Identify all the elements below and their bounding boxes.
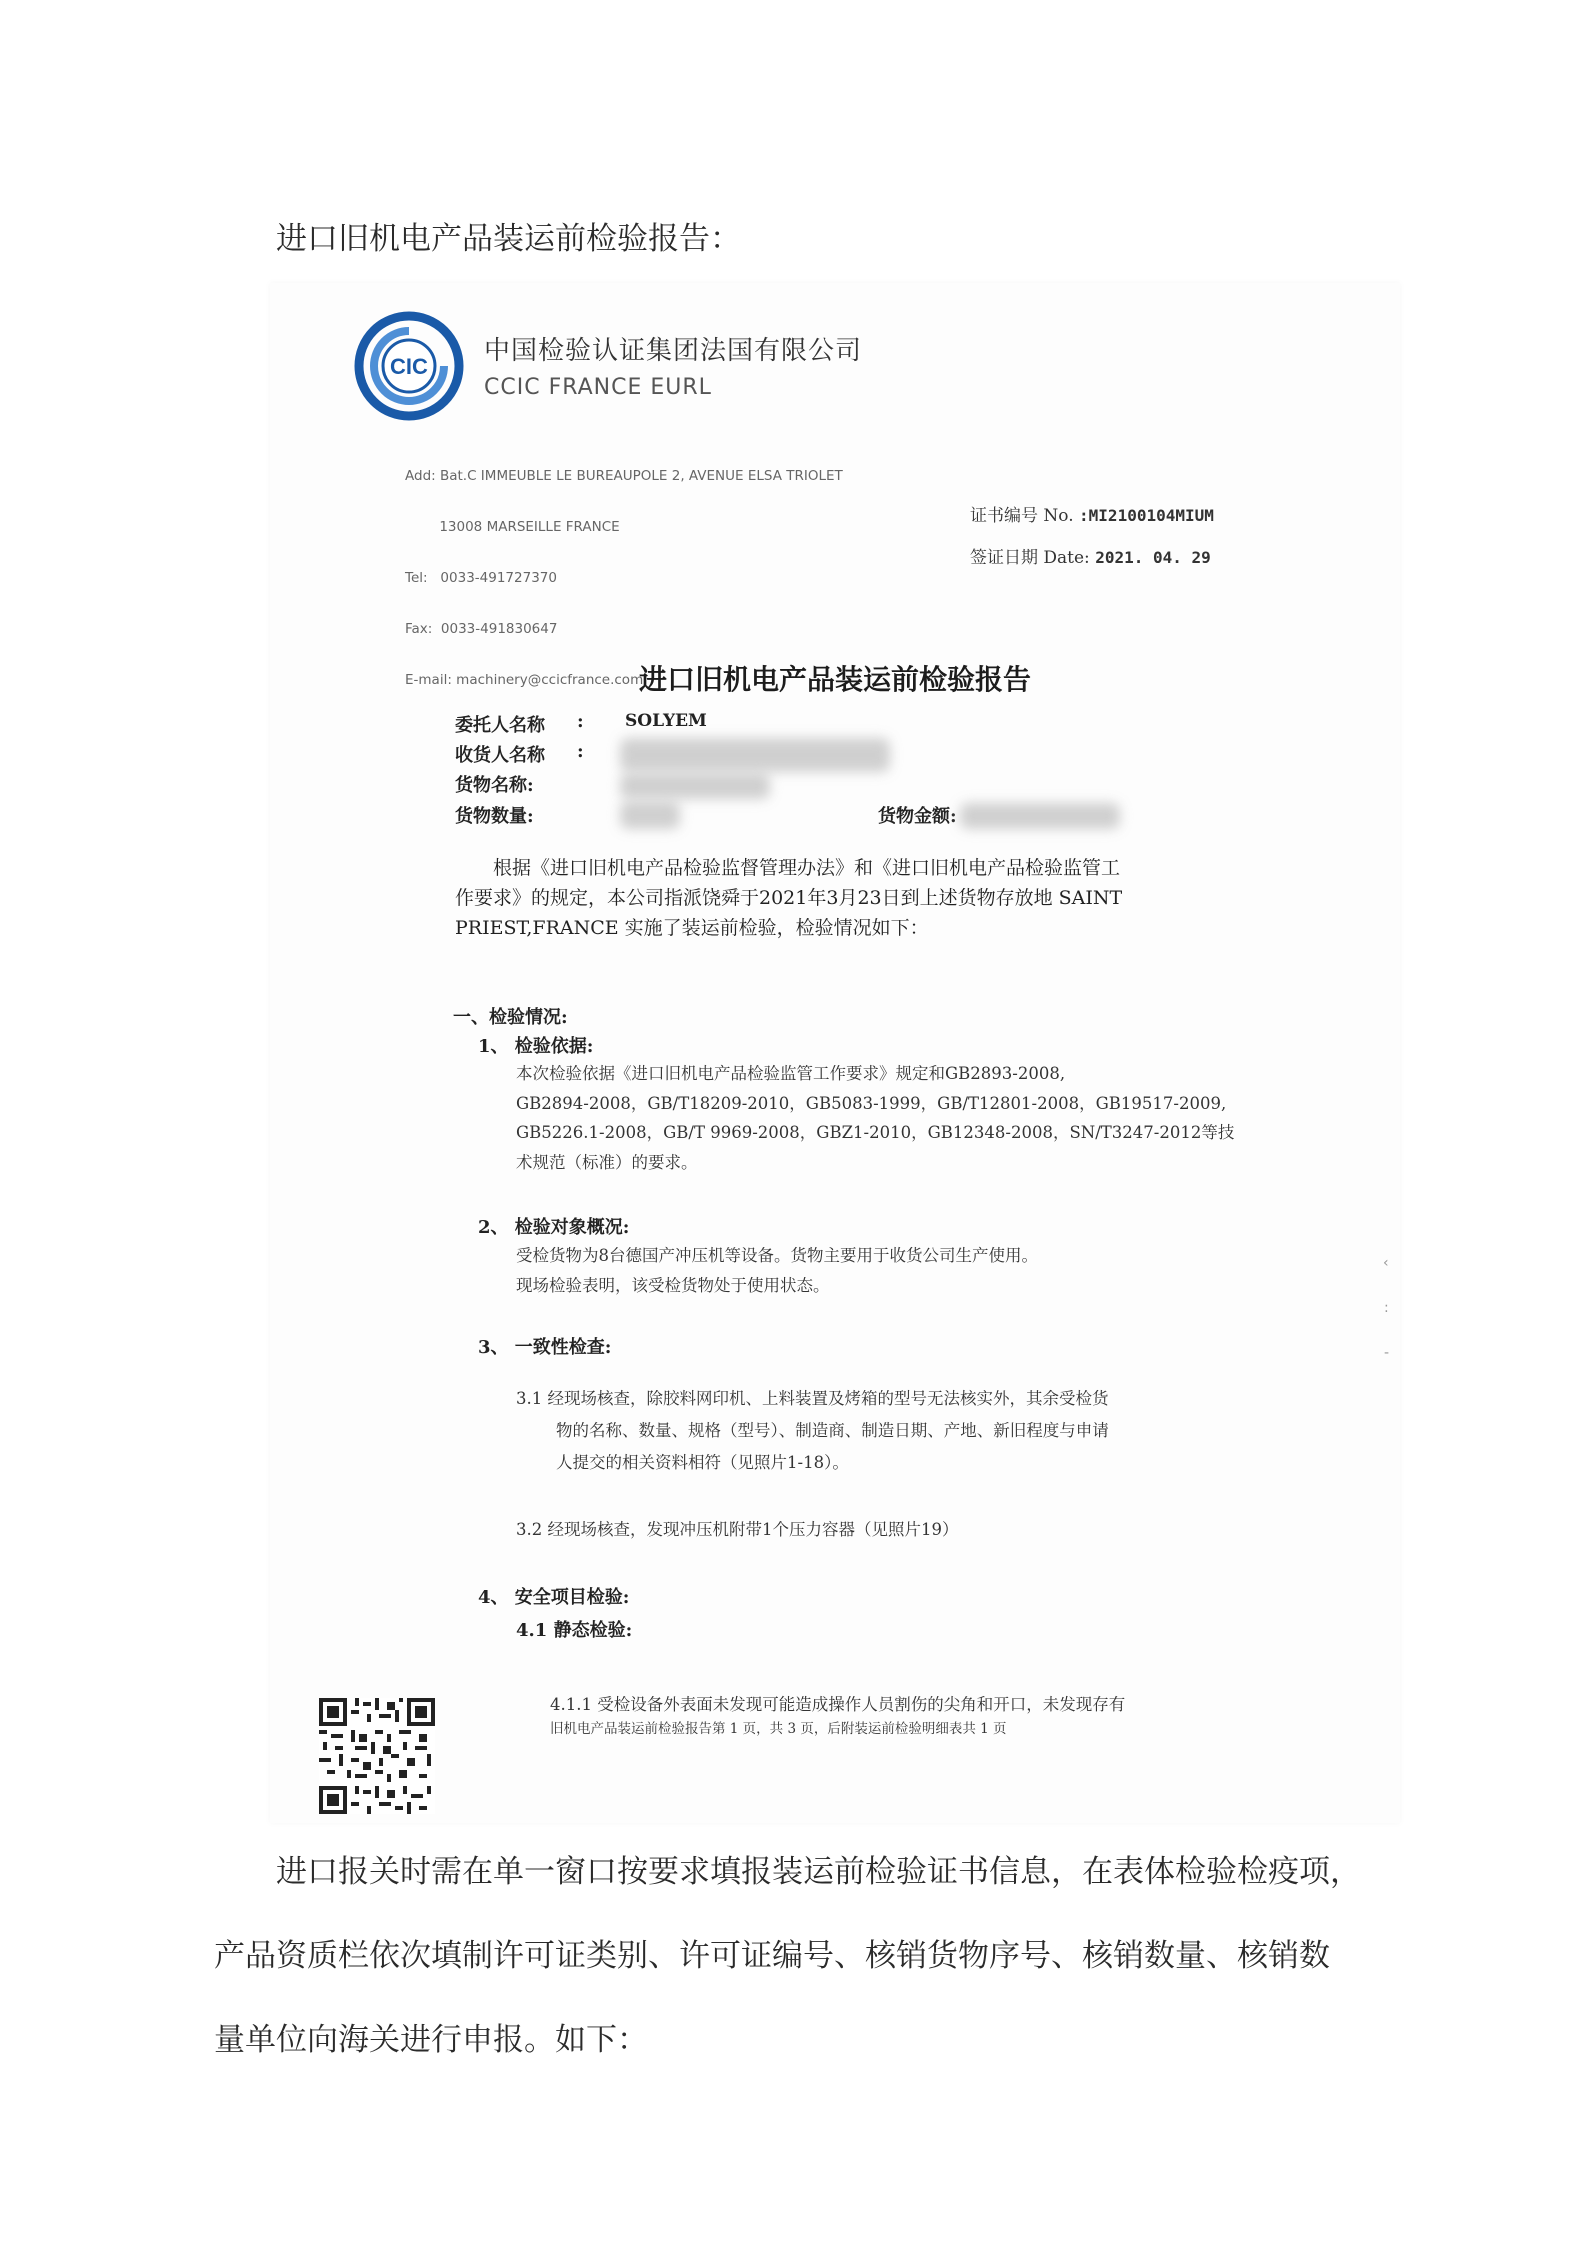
consignee-label: 收货人名称 bbox=[455, 745, 545, 766]
goods-name-label: 货物名称: bbox=[455, 775, 534, 796]
closing-line: 量单位向海关进行申报。如下： bbox=[214, 2022, 648, 2058]
address-line: Tel: 0033-491727370 bbox=[405, 570, 557, 586]
section-4-heading: 4、 安全项目检验: bbox=[478, 1587, 630, 1608]
qr-code-icon bbox=[319, 1698, 435, 1814]
redacted-consignee bbox=[620, 738, 890, 772]
section-2-body bbox=[516, 1241, 1376, 1300]
client-colon: : bbox=[577, 711, 584, 732]
address-line: E-mail: machinery@ccicfrance.com bbox=[405, 672, 644, 688]
goods-qty-label: 货物数量: bbox=[455, 806, 534, 827]
body-line: 4.1.1 受检设备外表面未发现可能造成操作人员割伤的尖角和开口，未发现存有 bbox=[550, 1695, 1126, 1714]
goods-value-label: 货物金额: bbox=[878, 806, 957, 827]
body-line: 人提交的相关资料相符（见照片1-18）。 bbox=[556, 1453, 849, 1472]
address-line: Add: Bat.C IMMEUBLE LE BUREAUPOLE 2, AVENUE ELSA TRIOLET bbox=[405, 468, 843, 484]
page-footer-line: 旧机电产品装运前检验报告第 1 页，共 3 页，后附装运前检验明细表共 1 页 bbox=[550, 1721, 1007, 1737]
section-4-1-1-body bbox=[550, 1693, 1390, 1741]
address-line: Fax: 0033-491830647 bbox=[405, 621, 558, 637]
client-value: SOLYEM bbox=[625, 711, 707, 731]
section-4-1-heading: 4.1 静态检验: bbox=[516, 1620, 633, 1641]
closing-line: 进口报关时需在单一窗口按要求填报装运前检验证书信息，在表体检验检疫项， bbox=[276, 1854, 1361, 1890]
scan-edge-mark: ‹ bbox=[1383, 1255, 1389, 1271]
paragraph-line: 作要求》的规定，本公司指派饶舜于2021年3月23日到上述货物存放地 SAINT bbox=[455, 887, 1123, 909]
ccic-logo-icon bbox=[354, 311, 464, 421]
body-line: 本次检验依据《进口旧机电产品检验监管工作要求》规定和GB2893-2008, bbox=[516, 1064, 1066, 1083]
report-title: 进口旧机电产品装运前检验报告 bbox=[638, 663, 1031, 696]
body-line: GB2894-2008，GB/T18209-2010，GB5083-1999，GB/T12801-2008，GB19517-2009, bbox=[516, 1093, 1227, 1113]
body-line: 3.1 经现场核查，除胶料网印机、上料装置及烤箱的型号无法核实外，其余受检货 bbox=[516, 1389, 1109, 1408]
certificate-date bbox=[970, 543, 1211, 568]
body-line: 受检货物为8台德国产冲压机等设备。货物主要用于收货公司生产使用。 bbox=[516, 1246, 1038, 1265]
section-3-1-body bbox=[516, 1383, 1396, 1479]
cert-date-value: 2021. 04. 29 bbox=[1095, 548, 1211, 567]
scanned-report bbox=[270, 283, 1400, 1823]
section-1-1-body bbox=[516, 1059, 1396, 1177]
section-3-2-body: 3.2 经现场核查，发现冲压机附带1个压力容器（见照片19） bbox=[516, 1520, 959, 1539]
company-name-cn: 中国检验认证集团法国有限公司 bbox=[484, 336, 863, 366]
section-1-1-heading: 1、 检验依据: bbox=[478, 1036, 594, 1057]
body-line: 术规范（标准）的要求。 bbox=[516, 1152, 698, 1172]
scan-edge-mark: : bbox=[1384, 1300, 1389, 1316]
body-line: 物的名称、数量、规格（型号）、制造商、制造日期、产地、新旧程度与申请 bbox=[556, 1421, 1109, 1440]
intro-heading: 进口旧机电产品装运前检验报告： bbox=[276, 221, 741, 257]
paragraph-line: PRIEST,FRANCE 实施了装运前检验，检验情况如下： bbox=[455, 917, 929, 939]
client-label: 委托人名称 bbox=[455, 715, 545, 736]
logo-text: CIC bbox=[390, 354, 428, 379]
paragraph-line: 根据《进口旧机电产品检验监督管理办法》和《进口旧机电产品检验监管工 bbox=[493, 857, 1121, 879]
redacted-goods-name bbox=[620, 773, 770, 799]
intro-paragraph bbox=[455, 853, 1355, 943]
cert-number-label: 证书编号 No. bbox=[970, 506, 1074, 526]
section-3-heading: 3、 一致性检查: bbox=[478, 1337, 612, 1358]
certificate-number bbox=[970, 501, 1214, 526]
scan-edge-mark: - bbox=[1384, 1345, 1390, 1361]
redacted-goods-value bbox=[960, 803, 1120, 829]
consignee-colon: : bbox=[577, 741, 584, 762]
cert-date-label: 签证日期 Date: bbox=[970, 548, 1090, 568]
closing-paragraph bbox=[214, 1830, 1414, 2082]
body-line: 现场检验表明，该受检货物处于使用状态。 bbox=[516, 1275, 830, 1295]
redacted-goods-qty bbox=[620, 801, 680, 829]
address-line: 13008 MARSEILLE FRANCE bbox=[405, 519, 620, 535]
section-2-heading: 2、 检验对象概况: bbox=[478, 1217, 630, 1238]
cert-number-value: :MI2100104MIUM bbox=[1079, 506, 1214, 525]
body-line: GB5226.1-2008，GB/T 9969-2008，GBZ1-2010，GB12348-2008，SN/T3247-2012等技 bbox=[516, 1123, 1235, 1142]
closing-line: 产品资质栏依次填制许可证类别、许可证编号、核销货物序号、核销数量、核销数 bbox=[214, 1938, 1330, 1974]
section-1-heading: 一、检验情况: bbox=[453, 1007, 568, 1028]
company-name-en: CCIC FRANCE EURL bbox=[484, 375, 712, 400]
